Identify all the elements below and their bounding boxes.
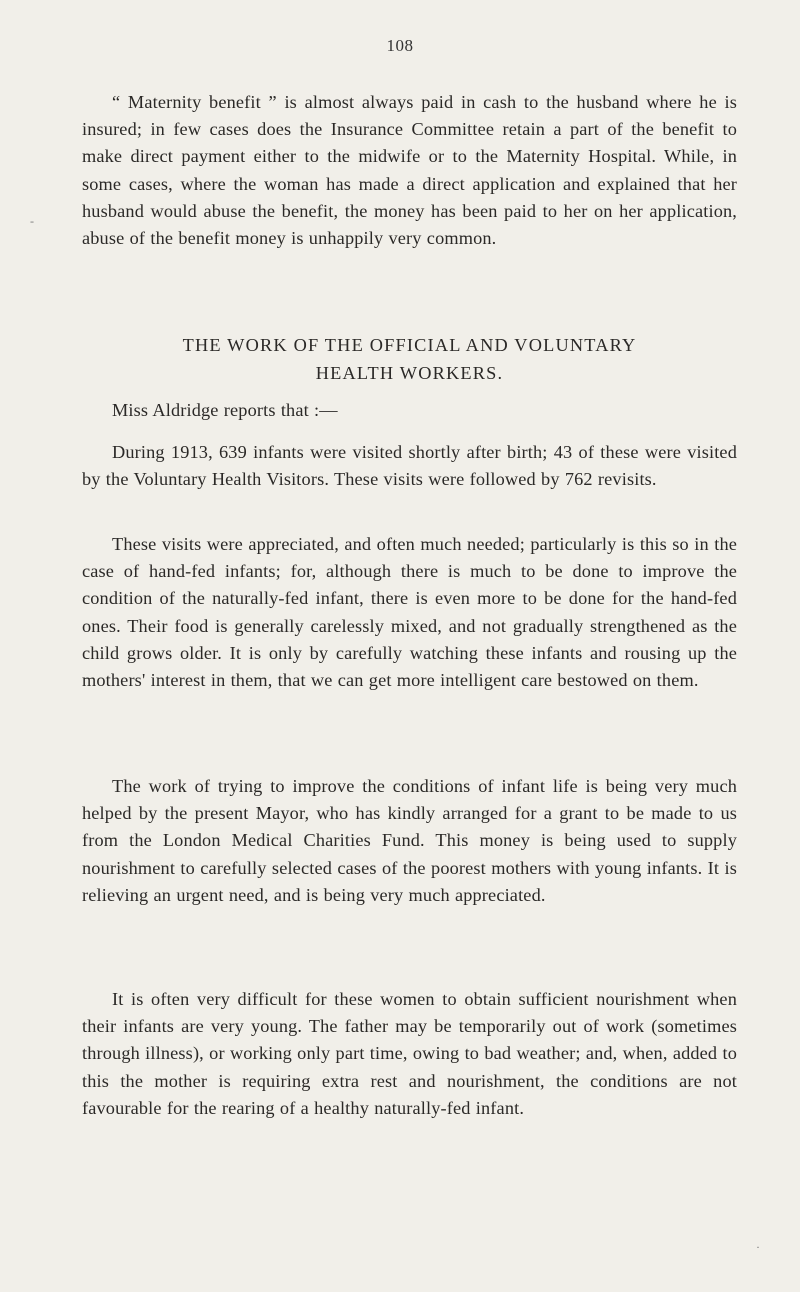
paragraph-text: “ Maternity benefit ” is almost always paid in cash to the husband where he is insured; in few cases does the Insurance Committee retain a part of the benefit to make direct payment either to the midwife or to the Maternity Hospital. While, in some cases, where the woman has made a direct application and explained that her husband would abuse the benefit, the money has been paid to her on her application, abuse of the benefit money is unhappily very common.	[82, 92, 737, 249]
margin-mark: -	[30, 214, 34, 228]
section-heading-line-2: HEALTH WORKERS.	[315, 362, 504, 383]
paragraph-reports-intro	[82, 397, 737, 424]
paragraph-text: The work of trying to improve the conditions of infant life is being very much helped by the present Mayor, who has kindly arranged for a grant to be made to us from the London Medical Charities Fund. This money is being used to supply nourishment to carefully selected cases of the poorest mothers with young infants. It is relieving an urgent need, and is being very much appreciated.	[82, 776, 737, 905]
paragraph-text: It is often very difficult for these women to obtain sufficient nourishment when their infants are very young. The father may be temporarily out of work (sometimes through illness), or working only part time, owing to bad weather; and, when, added to this the mother is requiring extra rest and nourishment, the conditions are not favourable for the rearing of a healthy naturally-fed infant.	[82, 989, 737, 1118]
page-number: 108	[386, 36, 414, 55]
section-heading	[82, 332, 737, 387]
paragraph-often-difficult	[82, 986, 737, 1122]
paragraph-visits-appreciated	[82, 531, 737, 694]
paragraph-work-improve	[82, 773, 737, 909]
paragraph-text: During 1913, 639 infants were visited shortly after birth; 43 of these were visited by the Voluntary Health Visitors. These visits were followed by 762 revisits.	[82, 442, 737, 490]
paragraph-maternity-benefit	[82, 89, 737, 252]
section-heading-line-1: THE WORK OF THE OFFICIAL AND VOLUNTARY	[182, 335, 637, 355]
paragraph-during-1913	[82, 439, 737, 493]
margin-dot: ·	[756, 1240, 760, 1254]
paragraph-text: Miss Aldridge reports that :—	[112, 400, 338, 420]
paragraph-text: These visits were appreciated, and often much needed; particularly is this so in the case of hand-fed infants; for, although there is much to be done to improve the condition of the naturally-fed infant, there is even more to be done for the hand-fed ones. Their food is generally carelessly mixed, and not gradually strengthened as the child grows older. It is only by carefully watching these infants and rousing up the mothers' interest in them, that we can get more intelligent care bestowed on them.	[82, 534, 737, 691]
